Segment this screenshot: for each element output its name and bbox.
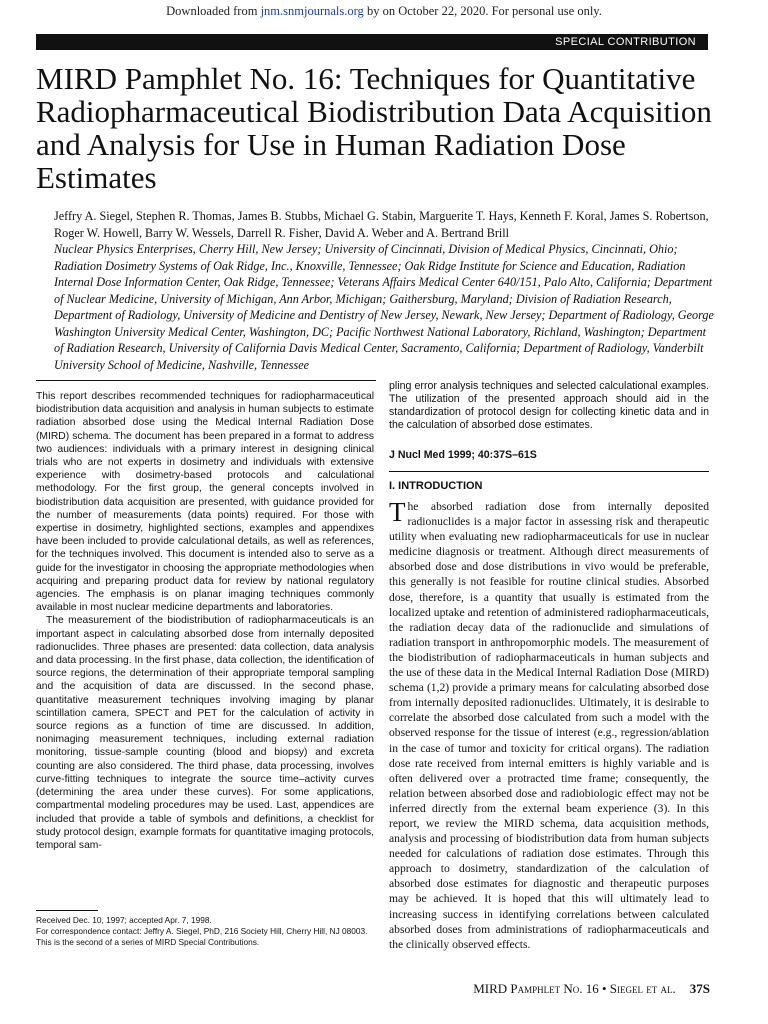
article-title: MIRD Pamphlet No. 16: Techniques for Quantitative Radiopharmaceutical Biodistribution Data Acquisition and Analysis for Use in Human Radiation Dose Estimates bbox=[36, 61, 712, 195]
download-notice bbox=[0, 4, 768, 19]
affiliations: Nuclear Physics Enterprises, Cherry Hill, New Jersey; University of Cincinnati, Division of Medical Physics, Cincinnati, Ohio; Radiation Dosimetry Systems of Oak Ridge, Inc., Knoxville, Tennessee; Oak Ridge Institute for Science and Education, Radiation Internal Dose Information Center, Oak Ridge, Tennessee; Veterans Affairs Medical Center 640/151, Palo Alto, California; Department of Nuclear Medicine, University of Michigan, Ann Arbor, Michigan; Gaithersburg, Maryland; Division of Radiation Research, Department of Radiology, University of Medicine and Dentistry of New Jersey, Newark, New Jersey; Department of Radiology, George Washington University Medical Center, Washington, DC; Pacific Northwest National Laboratory, Richland, Washington; Department of Radiation Research, University of California Davis Medical Center, Sacramento, California; Department of Radiology, Vanderbilt University School of Medicine, Nashville, Tennessee bbox=[54, 242, 714, 372]
journal-link[interactable]: jnm.snmjournals.org bbox=[260, 4, 364, 18]
footnote-series: This is the second of a series of MIRD Special Contributions. bbox=[36, 937, 260, 947]
abstract-continuation: pling error analysis techniques and selected calculational examples. The utilization of the presented approach should aid in the standardization of protocol design for collecting kinetic data and in the calculation of absorbed dose estimates. bbox=[389, 380, 709, 431]
banner-label: SPECIAL CONTRIBUTION bbox=[555, 36, 696, 48]
footnote-received: Received Dec. 10, 1997; accepted Apr. 7, 1998. bbox=[36, 915, 212, 925]
abstract-top-rule bbox=[36, 380, 376, 381]
abstract-paragraph-2: The measurement of the biodistribution of radiopharmaceuticals is an important aspect in calculating absorbed dose from internally deposited radionuclides. Three phases are presented: data collection, data analysis and data processing. In the first phase, data collection, the identification of source regions, the determination of their appropriate temporal sampling and the acquisition of data are discussed. In the second phase, quantitative measurement techniques involving imaging by planar scintillation camera, SPECT and PET for the calculation of activity in source regions as a function of time are discussed. In addition, nonimaging measurement techniques, including external radiation monitoring, tissue-sample counting (blood and biopsy) and excreta counting are also considered. The third phase, data processing, involves curve-fitting techniques to integrate the source time–activity curves (determining the area under these curves). For some applications, compartmental modeling procedures may be used. Last, appendices are included that provide a table of symbols and definitions, a checklist for study protocol design, example formats for quantitative imaging protocols, temporal sam- bbox=[36, 615, 374, 851]
journal-citation: J Nucl Med 1999; 40:37S–61S bbox=[389, 449, 537, 461]
page-number: 37S bbox=[689, 981, 710, 996]
section-heading: I. INTRODUCTION bbox=[389, 480, 483, 492]
footnotes bbox=[36, 915, 374, 948]
author-list: Jeffry A. Siegel, Stephen R. Thomas, James B. Stubbs, Michael G. Stabin, Marguerite T. Hays, Kenneth F. Koral, James S. Robertson, Roger W. Howell, Barry W. Wessels, Darrell R. Fisher, David A. Weber and A. Bertrand Brill bbox=[54, 209, 709, 240]
download-suffix: by on October 22, 2020. For personal use only. bbox=[363, 4, 602, 18]
running-footer bbox=[462, 981, 710, 997]
section-banner bbox=[36, 34, 708, 50]
download-prefix: Downloaded from bbox=[166, 4, 261, 18]
footnote-rule bbox=[36, 910, 98, 911]
abstract bbox=[36, 390, 374, 852]
introduction-body bbox=[389, 499, 709, 952]
running-footer-label: MIRD Pamphlet No. 16 • Siegel et al. bbox=[473, 981, 676, 996]
abstract-paragraph-1: This report describes recommended techniques for radiopharmaceutical biodistribution data acquisition and analysis in human subjects to estimate radiation absorbed dose using the Medical Internal Radiation Dose (MIRD) schema. The document has been prepared in a format to address two audiences: individuals with a primary interest in designing clinical trials who are not experts in dosimetry and individuals with extensive experience with dosimetry-based protocols and calculational methodology. For the first group, the general concepts involved in biodistribution data acquisition are presented, with guidance provided for the number of measurements (data points) required. For those with expertise in dosimetry, highlighted sections, examples and appendixes have been included to provide calculational details, as well as references, for the techniques involved. This document is intended also to serve as a guide for the investigator in choosing the appropriate methodologies when acquiring and preparing product data for review by national regulatory agencies. The emphasis is on planar imaging techniques commonly available in most nuclear medicine departments and laboratories. bbox=[36, 391, 374, 614]
section-rule bbox=[389, 471, 709, 472]
drop-cap: T bbox=[389, 497, 406, 527]
footnote-correspondence: For correspondence contact: Jeffry A. Siegel, PhD, 216 Society Hill, Cherry Hill, NJ 08003. bbox=[36, 926, 368, 936]
introduction-text: he absorbed radiation dose from internally deposited radionuclides is a major factor in assessing risk and therapeutic utility when evaluating new radiopharmaceuticals for use in nuclear medicine diagnosis or treatment. Although direct measurements of absorbed dose and dose distributions in vivo would be preferable, this generally is not feasible for routine clinical studies. Absorbed dose, therefore, is a quantity that usually is estimated from the localized uptake and retention of administered radiopharmaceuticals, the radiation decay data of the radionuclide and simulations of radiation transport in anthropomorphic models. The measurement of the biodistribution of radiopharmaceuticals in human subjects and the use of these data in the Medical Internal Radiation Dose (MIRD) schema (1,2) provide a primary means for calculating absorbed dose from internally deposited radionuclides. Ultimately, it is desirable to correlate the absorbed dose calculated from such a model with the observed response for the tissue of interest (e.g., regression/ablation in the case of tumor and toxicity for critical organs). The radiation dose rate received from internal emitters is highly variable and is often delivered over a protracted time frame; consequently, the relation between absorbed dose and radiobiologic effect may not be inferred directly from the external beam experience (3). In this report, we review the MIRD schema, data acquisition methods, analysis and processing of biodistribution data from human subjects needed for calculations of radiation dose estimates. Through this approach to dosimetry, standardization of the calculation of absorbed dose estimates for diagnostic and therapeutic purposes may be achieved. It is hoped that this will ultimately lead to increasing success in identifying correlations between calculated absorbed doses from administrations of radiopharmaceuticals and the clinically observed effects. bbox=[389, 500, 709, 951]
